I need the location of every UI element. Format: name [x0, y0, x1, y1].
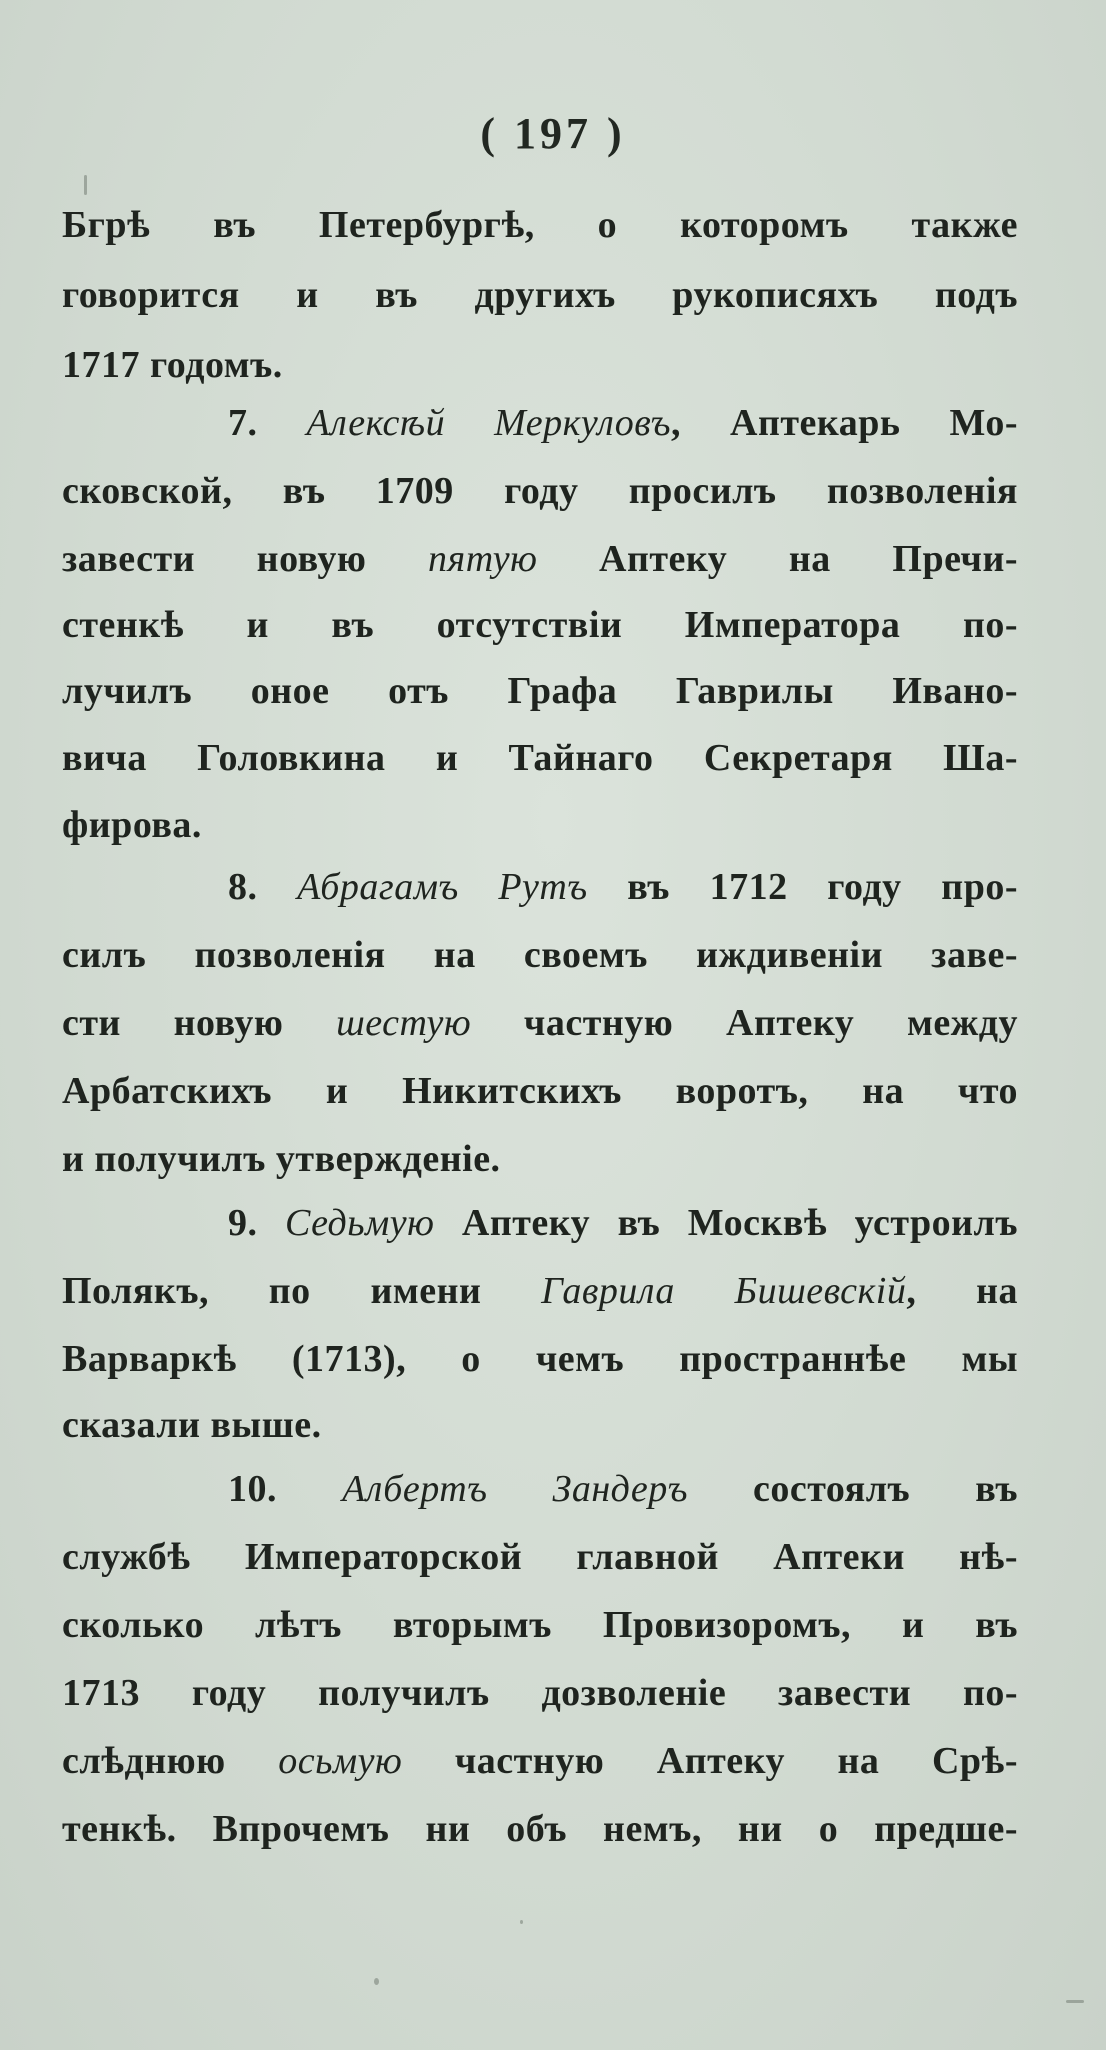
paper-speck [1066, 2000, 1084, 2003]
text-line: сковской, въ 1709 году просилъ позволенія [62, 470, 1018, 512]
text-line: 9. Седьмую Аптеку въ Москвѣ устроилъ [228, 1202, 1018, 1244]
text-line: 1713 году получилъ дозволеніе завести по- [62, 1672, 1018, 1714]
text-line: и получилъ утвержденіе. [62, 1138, 501, 1180]
paper-speck [84, 175, 87, 195]
text-line: силъ позволенія на своемъ иждивеніи заве- [62, 934, 1018, 976]
text-line: 8. Абрагамъ Рутъ въ 1712 году про- [228, 866, 1018, 908]
text-line: Бгрѣ въ Петербургѣ, о которомъ также [62, 204, 1018, 246]
text-line: сколько лѣтъ вторымъ Провизоромъ, и въ [62, 1604, 1018, 1646]
text-line: 1717 годомъ. [62, 344, 283, 386]
text-line: Полякъ, по имени Гаврила Бишевскій, на [62, 1270, 1019, 1312]
page-number: ( 197 ) [480, 109, 626, 158]
text-line: лучилъ оное отъ Графа Гаврилы Ивано- [62, 670, 1018, 712]
text-line: вича Головкина и Тайнаго Секретаря Ша- [62, 737, 1018, 779]
text-line: Арбатскихъ и Никитскихъ воротъ, на что [62, 1070, 1018, 1112]
text-line: сти новую шестую частную Аптеку между [62, 1002, 1018, 1044]
text-line: говорится и въ другихъ рукописяхъ подъ [62, 274, 1018, 316]
text-line: сказали выше. [62, 1404, 322, 1446]
paper-speck [520, 1920, 523, 1924]
text-line: тенкѣ. Впрочемъ ни объ немъ, ни о предше- [62, 1808, 1018, 1850]
text-line: фирова. [62, 804, 202, 846]
text-line: 10. Албертъ Зандеръ состоялъ въ [228, 1468, 1018, 1510]
text-line: Варваркѣ (1713), о чемъ пространнѣе мы [62, 1338, 1018, 1380]
text-line: слѣднюю осьмую частную Аптеку на Срѣ- [62, 1740, 1018, 1782]
text-line: завести новую пятую Аптеку на Пречи- [62, 538, 1018, 580]
paper-speck [374, 1978, 379, 1985]
text-line: службѣ Императорской главной Аптеки нѣ- [62, 1536, 1018, 1578]
text-line: 7. Алексѣй Меркуловъ, Аптекарь Мо- [228, 402, 1018, 444]
text-line: стенкѣ и въ отсутствіи Императора по- [62, 604, 1018, 646]
